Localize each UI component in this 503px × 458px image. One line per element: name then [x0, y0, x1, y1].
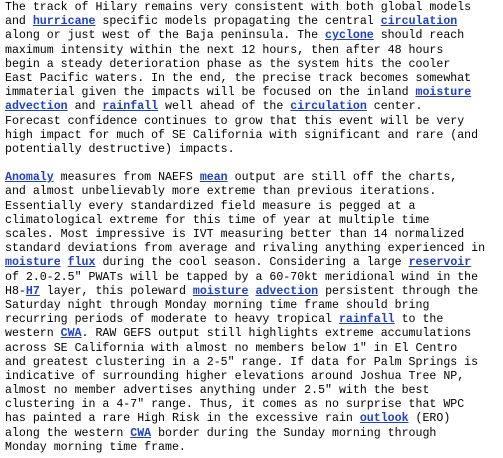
- glossary-link[interactable]: advection: [5, 100, 68, 114]
- text-line: [5, 200, 503, 214]
- glossary-link[interactable]: reservoir: [408, 256, 472, 270]
- text-run: should reach: [373, 29, 465, 43]
- text-line: [5, 143, 503, 157]
- text-run: begin a steady deterioration phase as the system hits the cooler: [5, 57, 451, 71]
- glossary-link[interactable]: Anomaly: [5, 171, 54, 185]
- text-line: [5, 398, 503, 412]
- text-run: center.: [366, 100, 423, 114]
- text-run: clustering in a 4-7" range. Thus, it comes as no surprise that WPC: [5, 398, 465, 412]
- text-run: scales. Most impressive is IVT measuring better than 14 normalized: [5, 228, 465, 241]
- glossary-link[interactable]: cyclone: [325, 29, 374, 43]
- text-line: [5, 214, 503, 228]
- text-run: and: [67, 100, 103, 114]
- text-run: H8-: [5, 284, 26, 298]
- text-run: border during the Sunday morning through: [151, 426, 437, 440]
- glossary-link[interactable]: CWA: [130, 426, 152, 440]
- text-run: climatological extreme for this time of year at multiple time: [5, 213, 430, 227]
- text-line: [5, 115, 503, 129]
- glossary-link[interactable]: H7: [25, 284, 40, 298]
- text-run: and almost unbelievably more extreme than previous iterations.: [5, 185, 437, 199]
- text-run: [61, 256, 68, 269]
- text-line: [5, 427, 503, 441]
- text-line: [5, 86, 503, 100]
- text-run: Forecast confidence continues to grow that this event will be very: [5, 114, 465, 128]
- text-run: well ahead of the: [158, 100, 291, 114]
- text-run: . RAW GEFS output still highlights extreme accumulations: [81, 327, 472, 341]
- text-run: immaterial given the impacts will be focused on the inland: [5, 86, 416, 100]
- text-line: [5, 29, 503, 43]
- text-run: standard deviations from average and rivaling anything experienced in: [5, 242, 486, 256]
- text-line: [5, 356, 503, 370]
- text-run: The track of Hilary remains very consistent with both global models: [5, 1, 472, 14]
- text-run: and greatest clustering in a 2-5" range. If data for Palm Springs is: [5, 355, 479, 369]
- text-line: [5, 1, 503, 15]
- text-run: output are still off the charts,: [227, 171, 458, 185]
- text-run: has painted a rare High Risk in the excessive rain: [5, 412, 360, 426]
- text-run: measures from NAEFS: [53, 171, 200, 185]
- text-line: [5, 285, 503, 299]
- text-run: during the cool season. Considering a large: [95, 256, 409, 270]
- text-run: potentially destructive) impacts.: [5, 142, 235, 156]
- text-run: Monday morning time frame.: [5, 440, 186, 454]
- text-line: [5, 441, 503, 455]
- text-run: Saturday night through Monday morning time frame should bring: [5, 298, 430, 312]
- text-line: [5, 342, 503, 356]
- text-line: [5, 370, 503, 384]
- text-run: Essentially every standardized field measure is pegged at a: [5, 199, 416, 213]
- text-line: [5, 72, 503, 86]
- text-run: specific models propagating the central: [95, 15, 381, 29]
- text-line: [5, 185, 503, 199]
- text-line: [5, 171, 503, 185]
- glossary-link[interactable]: hurricane: [32, 15, 96, 29]
- text-line: [5, 58, 503, 72]
- text-run: along or just west of the Baja peninsula. The: [5, 29, 326, 43]
- text-run: (ERO): [408, 412, 451, 426]
- text-line: [5, 327, 503, 341]
- text-run: of 2.0-2.5" PWATs will be tapped by a 60-70kt meridional wind in the: [5, 270, 479, 284]
- text-run: East Pacific waters. In the end, the precise track becomes somewhat: [5, 71, 472, 85]
- glossary-link[interactable]: rainfall: [102, 100, 159, 114]
- glossary-link[interactable]: moisture: [415, 86, 472, 100]
- glossary-link[interactable]: mean: [199, 171, 228, 185]
- glossary-link[interactable]: circulation: [380, 15, 458, 29]
- text-line: [5, 228, 503, 242]
- text-run: along the western: [5, 426, 131, 440]
- glossary-link[interactable]: outlook: [359, 412, 409, 426]
- text-run: persistent through the: [318, 284, 479, 298]
- text-line: [5, 100, 503, 114]
- paragraph-gap: [5, 157, 503, 171]
- text-run: to the: [394, 313, 444, 327]
- text-line: [5, 384, 503, 398]
- paragraph: [5, 1, 503, 157]
- text-run: almost no member advertises anything under 2.5" with the best: [5, 384, 430, 398]
- glossary-link[interactable]: flux: [67, 256, 96, 270]
- paragraph: [5, 171, 503, 455]
- text-line: [5, 299, 503, 313]
- glossary-link[interactable]: CWA: [60, 327, 82, 341]
- text-run: and: [5, 15, 33, 29]
- glossary-link[interactable]: rainfall: [338, 313, 395, 327]
- text-run: indicative of surrounding higher elevations around Joshua Tree NP,: [5, 369, 465, 383]
- text-run: maximum intensity within the next 12 hours, then after 48 hours: [5, 43, 444, 57]
- text-line: [5, 44, 503, 58]
- text-run: high impact for much of SE California with significant and rare (and: [5, 128, 479, 142]
- text-run: western: [5, 327, 61, 341]
- glossary-link[interactable]: circulation: [290, 100, 367, 114]
- glossary-link[interactable]: moisture: [5, 256, 61, 270]
- glossary-link[interactable]: moisture: [192, 284, 249, 298]
- glossary-link[interactable]: advection: [255, 284, 319, 298]
- text-run: recurring periods of moderate to heavy tropical: [5, 313, 339, 327]
- text-line: [5, 313, 503, 327]
- text-line: [5, 129, 503, 143]
- text-line: [5, 412, 503, 426]
- text-line: [5, 256, 503, 270]
- text-run: layer, this poleward: [39, 284, 193, 298]
- text-line: [5, 15, 503, 29]
- text-run: [249, 285, 256, 298]
- text-line: [5, 242, 503, 256]
- text-run: across SE California with almost no members below 1" in El Centro: [5, 341, 458, 355]
- text-line: [5, 271, 503, 285]
